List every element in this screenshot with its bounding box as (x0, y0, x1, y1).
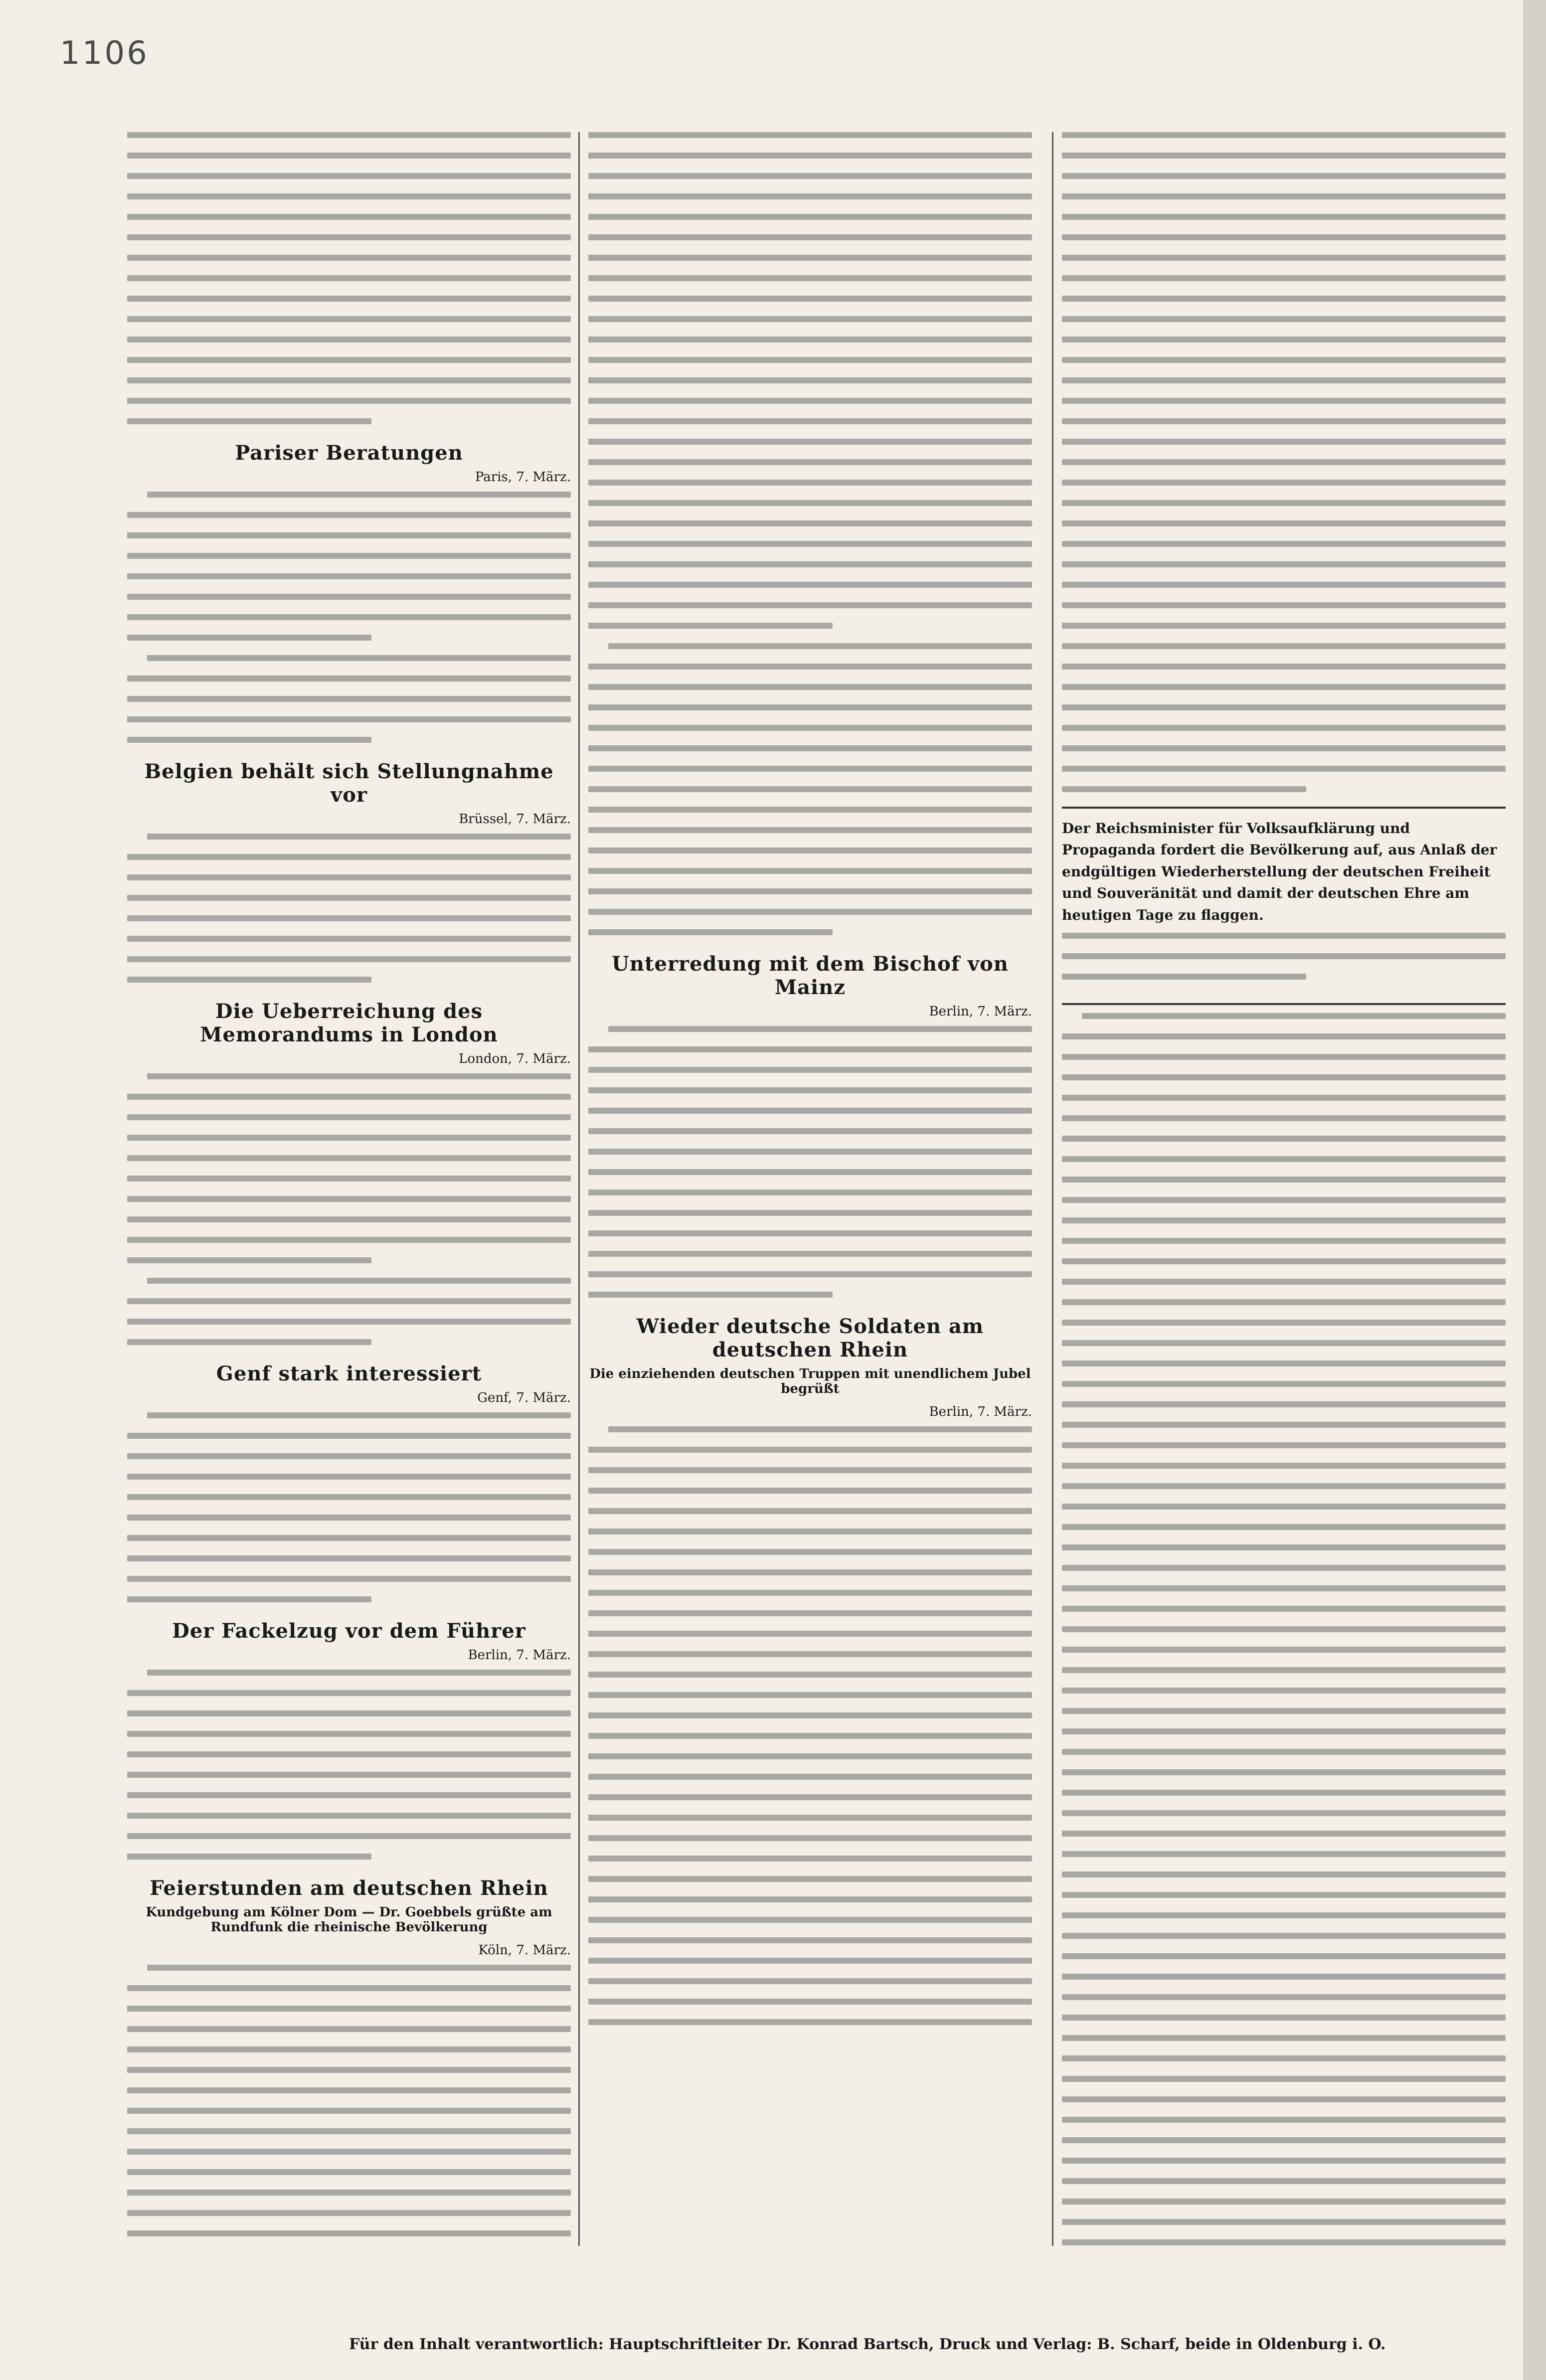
column-1 (127, 132, 571, 2246)
article-dateline: Berlin, 7. März. (929, 1404, 1032, 1419)
article-headline: Genf stark interessiert (216, 1362, 482, 1385)
article-headline: Belgien behält sich Stellungnahme vor (144, 760, 554, 807)
article-subhead: Kundgebung am Kölner Dom — Dr. Goebbels grüßte am Rundfunk die rheinische Bevölkerung (146, 1905, 552, 1935)
article-headline: Wieder deutsche Soldaten am deutschen Rhein (636, 1315, 984, 1361)
article-dateline: Köln, 7. März. (478, 1943, 571, 1958)
article-dateline: Berlin, 7. März. (929, 1004, 1032, 1019)
article-body (127, 1412, 571, 1602)
article-dateline: Paris, 7. März. (475, 470, 571, 485)
boxed-notice-text: Der Reichsminister für Volksaufklärung und Propaganda fordert die Bevölkerung auf, aus Anlaß der endgültigen Wiederherstellung der deutschen Freiheit und Souveränität und damit der deutschen Ehre am heutigen Tage zu flaggen. (1062, 820, 1497, 923)
column-2 (588, 132, 1032, 2246)
article-body (127, 1670, 571, 1860)
article-body (127, 492, 571, 743)
article-body (127, 834, 571, 983)
column-divider (1052, 132, 1053, 2246)
article-headline: Der Fackelzug vor dem Führer (172, 1619, 526, 1643)
scan-edge (1523, 0, 1546, 2380)
article-dateline: London, 7. März. (459, 1051, 571, 1066)
article-body (127, 1965, 571, 2246)
article-body (127, 132, 571, 424)
article-body (588, 132, 1032, 935)
article-subhead: Die einziehenden deutschen Truppen mit unendlichem Jubel begrüßt (589, 1366, 1031, 1396)
article-headline: Feierstunden am deutschen Rhein (150, 1876, 548, 1900)
article-headline: Die Ueberreichung des Memorandums in London (200, 1000, 498, 1046)
page-number: 1106 (60, 35, 149, 72)
article-dateline: Berlin, 7. März. (468, 1648, 571, 1663)
article-headline: Pariser Beratungen (235, 441, 463, 465)
article-dateline: Brüssel, 7. März. (459, 812, 571, 827)
column-divider (578, 132, 580, 2246)
article-body (588, 1026, 1032, 1298)
article-dateline: Genf, 7. März. (477, 1390, 571, 1405)
article-body (127, 1073, 571, 1345)
article-body (588, 1426, 1032, 2025)
boxed-notice (1062, 807, 1506, 1005)
article-headline: Unterredung mit dem Bischof von Mainz (612, 952, 1009, 999)
imprint-footer: Für den Inhalt verantwortlich: Hauptschriftleiter Dr. Konrad Bartsch, Druck und Verlag: B. Scharf, beide in Oldenburg i. O. (349, 2336, 1386, 2353)
article-body (1062, 1013, 1506, 2246)
column-3 (1062, 132, 1506, 2246)
article-body (1062, 132, 1506, 792)
